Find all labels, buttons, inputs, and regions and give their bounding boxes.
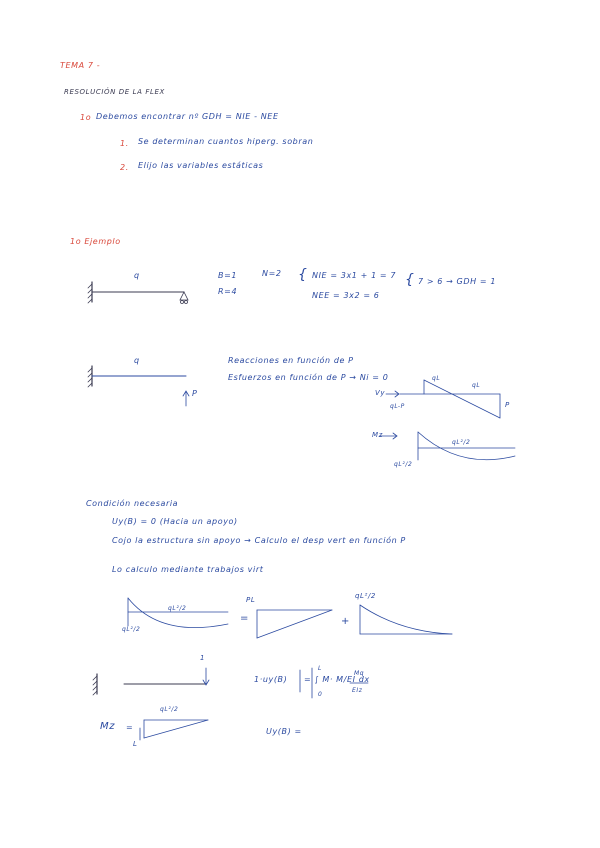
count-r: R=4: [218, 287, 238, 296]
compat-heading: Condición necesaria: [86, 499, 179, 508]
sum-diagram-left: [128, 598, 228, 628]
nee-equation: NEE = 3x2 = 6: [312, 291, 380, 300]
moment-top-label: qL²/2: [452, 439, 471, 446]
moment-diagram: [380, 432, 515, 460]
count-n: N=2: [262, 269, 282, 278]
example-heading: 1o Ejemplo: [70, 237, 121, 246]
uy-final: Uy(B) =: [266, 727, 302, 736]
shear-diagram: [386, 380, 500, 418]
m-label: Mz: [100, 721, 116, 732]
beam1-fixed-support: [88, 282, 92, 303]
gdh-result: 7 > 6 → GDH = 1: [418, 277, 497, 286]
brace-result: {: [405, 272, 415, 288]
beam2-load-label: q: [134, 356, 140, 365]
shear-neg-label: qL: [472, 382, 481, 389]
fraction-numerator: Mq: [354, 670, 365, 677]
beam1-load-label: q: [134, 271, 140, 280]
intro-marker: 1o: [80, 113, 92, 122]
integral-lower: 0: [318, 691, 323, 698]
intro-text: Debemos encontrar nº GDH = NIE - NEE: [96, 112, 279, 121]
m-equals: =: [126, 723, 134, 732]
shear-label: Vy: [375, 389, 386, 397]
ql-label: qL²/2: [355, 592, 376, 600]
equals-sign: =: [240, 613, 249, 624]
efforts-text: Esfuerzos en función de P → Ni = 0: [228, 373, 389, 382]
virtual-load-arrow: [203, 668, 209, 685]
compat-equation: Uy(B) = 0 (Hacia un apoyo): [112, 517, 238, 526]
fraction-denominator: EIz: [352, 687, 363, 694]
beam2-force-arrow: [183, 391, 189, 406]
section-subtitle: RESOLUCIÓN DE LA FLEX: [64, 88, 165, 96]
pl-label: PL: [246, 596, 256, 604]
step-1-number: 1.: [120, 139, 129, 148]
plus-sign: +: [341, 616, 350, 627]
integral-upper: L: [318, 665, 322, 672]
shear-top-label: qL: [432, 375, 441, 382]
moment-label: Mz: [372, 431, 383, 439]
nie-equation: NIE = 3x1 + 1 = 7: [312, 271, 397, 280]
virtual-load-label: 1: [200, 654, 206, 662]
sum-moment-top: qL²/2: [168, 605, 187, 612]
reactions-text: Reacciones en función de P: [228, 356, 354, 365]
sum-moment-left: qL²/2: [122, 626, 141, 633]
brace-open: {: [298, 267, 308, 283]
virtual-fixed-support: [93, 674, 97, 695]
m-value: qL²/2: [160, 706, 179, 713]
beam1-pin-support: [180, 292, 188, 304]
sum-diagram-ql: [360, 605, 452, 634]
step-2-number: 2.: [120, 163, 129, 172]
page-title: TEMA 7 -: [60, 61, 101, 70]
moment-bottom-label: qL²/2: [394, 461, 413, 468]
virtual-lhs: 1·uy(B): [254, 675, 288, 684]
sum-diagram-pl: [257, 610, 332, 638]
compat-method: Lo calculo mediante trabajos virt: [112, 565, 264, 574]
compat-note: Cojo la estructura sin apoyo → Calculo el desp vert en función P: [112, 536, 406, 545]
m-length-label: L: [133, 740, 138, 748]
beam2-force-label: P: [192, 389, 198, 398]
step-2-text: Elijo las variables estáticas: [138, 161, 264, 170]
count-b: B=1: [218, 271, 238, 280]
shear-mid-label: qL-P: [390, 403, 405, 410]
beam2-fixed-support: [88, 366, 92, 387]
m-diagram: [140, 720, 208, 740]
integral-expression: = ∫ M· M/EI dx: [304, 675, 370, 684]
shear-right-label: P: [505, 401, 510, 409]
step-1-text: Se determinan cuantos hiperg. sobran: [138, 137, 314, 146]
